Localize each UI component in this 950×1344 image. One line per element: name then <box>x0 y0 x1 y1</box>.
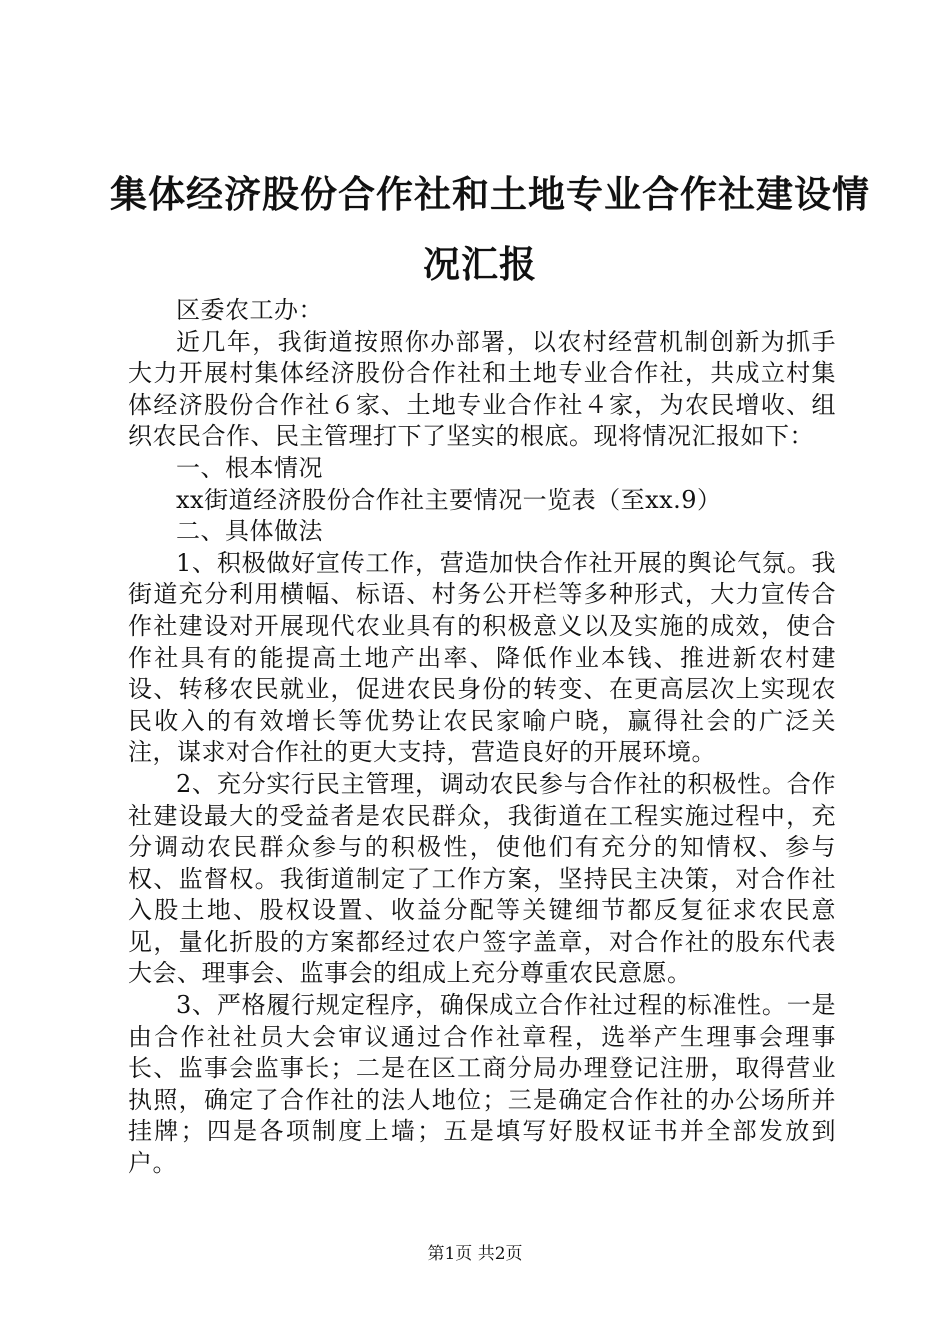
method-paragraph-3: 3、严格履行规定程序，确保成立合作社过程的标准性。一是由合作社社员大会审议通过合作社章程，选举产生理事会理事长、监事会监事长；二是在区工商分局办理登记注册，取得营业执照，确定了合作社的法人地位；三是确定合作社的办公场所并挂牌；四是各项制度上墙；五是填写好股权证书并全部发放到户。 <box>128 991 836 1178</box>
document-body <box>128 295 836 1180</box>
salutation: 区委农工办： <box>176 296 323 324</box>
section-heading-specific-methods: 二、具体做法 <box>176 517 323 546</box>
document-title <box>110 160 870 300</box>
title-line-1: 集体经济股份合作社和土地专业合作社建设情 <box>110 173 870 216</box>
method-paragraph-2: 2、充分实行民主管理，调动农民参与合作社的积极性。合作社建设最大的受益者是农民群众，我街道在工程实施过程中，充分调动农民群众参与的积极性，使他们有充分的知情权、参与权、监督权。我街道制定了工作方案，坚持民主决策，对合作社入股土地、股权设置、收益分配等关键细节都反复征求农民意见，量化折股的方案都经过农户签字盖章，对合作社的股东代表大会、理事会、监事会的组成上充分尊重农民意愿。 <box>128 769 836 988</box>
page-footer: 第1页 共2页 <box>427 1244 523 1264</box>
table-caption: xx街道经济股份合作社主要情况一览表（至xx.9） <box>176 485 722 514</box>
intro-paragraph: 近几年，我街道按照你办部署，以农村经营机制创新为抓手大力开展村集体经济股份合作社和土地专业合作社，共成立村集体经济股份合作社６家、土地专业合作社４家，为农民增收、组织农民合作、民主管理打下了坚实的根底。现将情况汇报如下： <box>128 327 836 451</box>
method-paragraph-1: 1、积极做好宣传工作，营造加快合作社开展的舆论气氛。我街道充分利用横幅、标语、村务公开栏等多种形式，大力宣传合作社建设对开展现代农业具有的积极意义以及实施的成效，使合作社具有的能提高土地产出率、降低作业本钱、推进新农村建设、转移农民就业，促进农民身份的转变、在更高层次上实现农民收入的有效增长等优势让农民家喻户晓，赢得社会的广泛关注，谋求对合作社的更大支持，营造良好的开展环境。 <box>128 548 836 767</box>
section-heading-basic-situation: 一、根本情况 <box>176 453 323 482</box>
title-line-2: 况汇报 <box>423 243 537 286</box>
